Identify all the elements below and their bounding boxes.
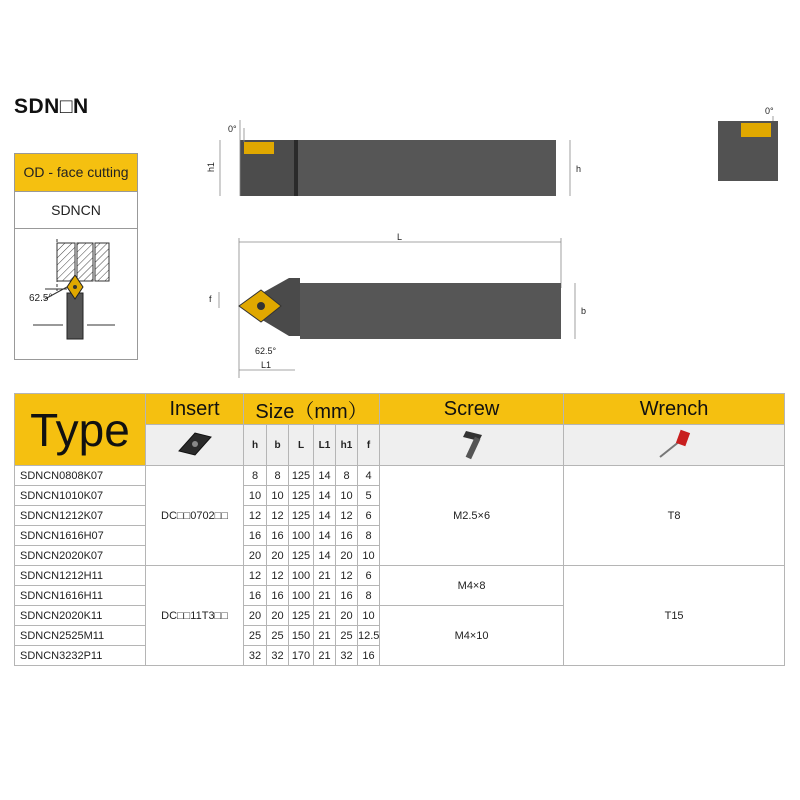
b-label: b — [581, 306, 587, 316]
screw-group1: M2.5×6 — [380, 466, 564, 566]
value-cell: 32 — [267, 646, 289, 666]
angle-top-label: 0° — [228, 124, 237, 134]
value-cell: 16 — [267, 526, 289, 546]
tool-end-view — [705, 100, 795, 190]
col-L: L — [289, 425, 314, 466]
model-cell: SDNCN3232P11 — [15, 646, 146, 666]
insert-header: Insert — [146, 394, 244, 425]
od-angle-label: 62.5° — [29, 293, 53, 304]
value-cell: 100 — [289, 586, 314, 606]
value-cell: 14 — [314, 506, 336, 526]
value-cell: 14 — [314, 466, 336, 486]
value-cell: 100 — [289, 526, 314, 546]
value-cell: 12 — [267, 506, 289, 526]
value-cell: 16 — [267, 586, 289, 606]
torx-screw-icon — [452, 427, 492, 461]
angle-end-label: 0° — [765, 106, 774, 116]
model-cell: SDNCN0808K07 — [15, 466, 146, 486]
insert-icon-cell — [146, 425, 244, 466]
screw-header: Screw — [380, 394, 564, 425]
value-cell: 125 — [289, 506, 314, 526]
value-cell: 8 — [244, 466, 267, 486]
rhombic-insert-icon — [175, 429, 215, 459]
value-cell: 6 — [358, 506, 380, 526]
value-cell: 12 — [244, 506, 267, 526]
model-cell: SDNCN1616H07 — [15, 526, 146, 546]
value-cell: 12.5 — [358, 626, 380, 646]
model-cell: SDNCN1010K07 — [15, 486, 146, 506]
f-label: f — [209, 294, 212, 304]
value-cell: 125 — [289, 546, 314, 566]
value-cell: 32 — [244, 646, 267, 666]
value-cell: 20 — [336, 606, 358, 626]
value-cell: 16 — [336, 586, 358, 606]
model-cell: SDNCN1212K07 — [15, 506, 146, 526]
value-cell: 10 — [358, 606, 380, 626]
value-cell: 12 — [244, 566, 267, 586]
model-cell: SDNCN2020K11 — [15, 606, 146, 626]
value-cell: 16 — [336, 526, 358, 546]
tool-side-view — [190, 110, 610, 210]
value-cell: 16 — [244, 586, 267, 606]
value-cell: 6 — [358, 566, 380, 586]
value-cell: 12 — [267, 566, 289, 586]
value-cell: 8 — [358, 586, 380, 606]
value-cell: 100 — [289, 566, 314, 586]
model-cell: SDNCN2525M11 — [15, 626, 146, 646]
value-cell: 5 — [358, 486, 380, 506]
value-cell: 12 — [336, 506, 358, 526]
screw-group2: M4×8 — [380, 566, 564, 606]
value-cell: 170 — [289, 646, 314, 666]
torx-wrench-icon — [654, 427, 694, 461]
angle-bottom-label: 62.5° — [255, 346, 277, 356]
L1-label: L1 — [261, 360, 272, 370]
wrench-icon-cell — [564, 425, 785, 466]
col-f: f — [358, 425, 380, 466]
value-cell: 14 — [314, 526, 336, 546]
tool-top-view — [205, 228, 605, 388]
value-cell: 10 — [244, 486, 267, 506]
value-cell: 125 — [289, 606, 314, 626]
model-cell: SDNCN1212H11 — [15, 566, 146, 586]
value-cell: 14 — [314, 486, 336, 506]
value-cell: 32 — [336, 646, 358, 666]
screw-group3: M4×10 — [380, 606, 564, 666]
value-cell: 12 — [336, 566, 358, 586]
value-cell: 21 — [314, 586, 336, 606]
L-label: L — [397, 232, 403, 242]
value-cell: 16 — [244, 526, 267, 546]
insert-group2: DC□□11T3□□ — [146, 566, 244, 666]
wrench-header: Wrench — [564, 394, 785, 425]
value-cell: 25 — [244, 626, 267, 646]
value-cell: 10 — [336, 486, 358, 506]
col-b: b — [267, 425, 289, 466]
spec-table — [14, 393, 784, 666]
value-cell: 4 — [358, 466, 380, 486]
value-cell: 10 — [267, 486, 289, 506]
value-cell: 20 — [244, 606, 267, 626]
value-cell: 150 — [289, 626, 314, 646]
od-box-header: OD - face cutting — [15, 154, 137, 192]
value-cell: 20 — [267, 606, 289, 626]
value-cell: 8 — [336, 466, 358, 486]
od-box-name: SDNCN — [15, 192, 137, 229]
insert-group1: DC□□0702□□ — [146, 466, 244, 566]
col-h1: h1 — [336, 425, 358, 466]
value-cell: 25 — [336, 626, 358, 646]
h-label: h — [576, 164, 582, 174]
value-cell: 8 — [267, 466, 289, 486]
value-cell: 21 — [314, 646, 336, 666]
value-cell: 14 — [314, 546, 336, 566]
value-cell: 10 — [358, 546, 380, 566]
value-cell: 125 — [289, 466, 314, 486]
face-cutting-diagram — [15, 229, 137, 359]
type-header: Type — [15, 394, 146, 466]
value-cell: 20 — [336, 546, 358, 566]
value-cell: 20 — [244, 546, 267, 566]
model-cell: SDNCN1616H11 — [15, 586, 146, 606]
value-cell: 20 — [267, 546, 289, 566]
h1-label: h1 — [206, 161, 216, 172]
value-cell: 25 — [267, 626, 289, 646]
value-cell: 21 — [314, 606, 336, 626]
wrench-group1: T8 — [564, 466, 785, 566]
col-h: h — [244, 425, 267, 466]
value-cell: 8 — [358, 526, 380, 546]
size-header: Size（mm） — [244, 394, 380, 425]
value-cell: 125 — [289, 486, 314, 506]
value-cell: 16 — [358, 646, 380, 666]
screw-icon-cell — [380, 425, 564, 466]
page-title: SDN□N — [14, 95, 89, 118]
od-face-cutting-box — [14, 153, 138, 360]
value-cell: 21 — [314, 626, 336, 646]
value-cell: 21 — [314, 566, 336, 586]
col-L1: L1 — [314, 425, 336, 466]
model-cell: SDNCN2020K07 — [15, 546, 146, 566]
wrench-group2: T15 — [564, 566, 785, 666]
